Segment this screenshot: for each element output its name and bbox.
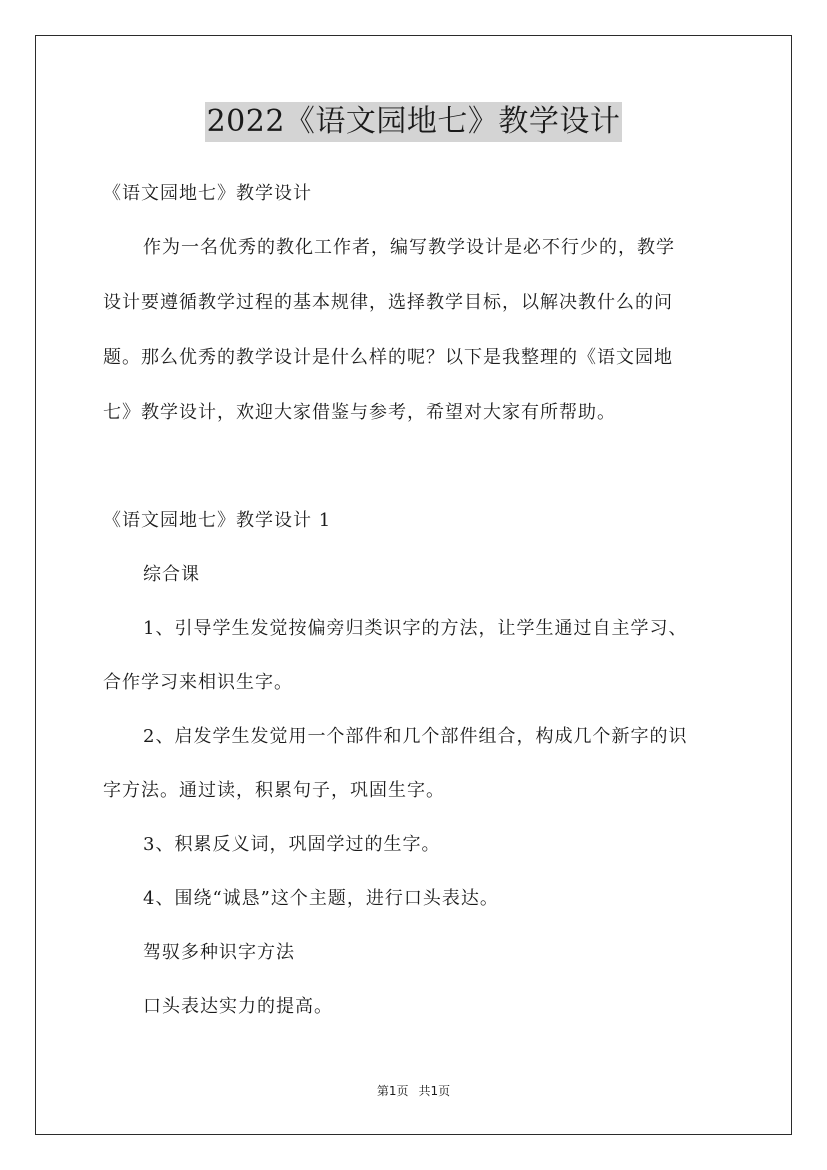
section-line-course-type: 综合课 xyxy=(143,564,200,585)
section-heading: 《语文园地七》教学设计 1 xyxy=(103,510,332,531)
section-line-goal-2a: 2、启发学生发觉用一个部件和几个部件组合，构成几个新字的识 xyxy=(143,726,688,747)
section-line-goal-4: 4、围绕“诚恳”这个主题，进行口头表达。 xyxy=(143,888,499,909)
page-footer xyxy=(0,1083,827,1099)
section-line-key-point: 驾驭多种识字方法 xyxy=(143,942,295,963)
document-subtitle: 《语文园地七》教学设计 xyxy=(103,183,312,204)
section-line-goal-3: 3、积累反义词，巩固学过的生字。 xyxy=(143,834,441,855)
intro-line-3: 题。那么优秀的教学设计是什么样的呢？以下是我整理的《语文园地 xyxy=(103,347,673,368)
page-number-total: 共1页 xyxy=(418,1084,451,1098)
intro-line-2: 设计要遵循教学过程的基本规律，选择教学目标，以解决教什么的问 xyxy=(103,292,673,313)
section-line-goal-2b: 字方法。通过读，积累句子，巩固生字。 xyxy=(103,780,445,801)
intro-line-4: 七》教学设计，欢迎大家借鉴与参考，希望对大家有所帮助。 xyxy=(103,402,616,423)
section-line-goal-1b: 合作学习来相识生字。 xyxy=(103,672,293,693)
section-line-goal-1a: 1、引导学生发觉按偏旁归类识字的方法，让学生通过自主学习、 xyxy=(143,618,688,639)
section-line-difficulty: 口头表达实力的提高。 xyxy=(143,996,333,1017)
intro-line-1: 作为一名优秀的教化工作者，编写教学设计是必不行少的，教学 xyxy=(143,237,675,258)
document-title: 2022《语文园地七》教学设计 xyxy=(205,102,623,142)
title-container xyxy=(0,102,827,142)
page-number-current: 第1页 xyxy=(376,1084,409,1098)
